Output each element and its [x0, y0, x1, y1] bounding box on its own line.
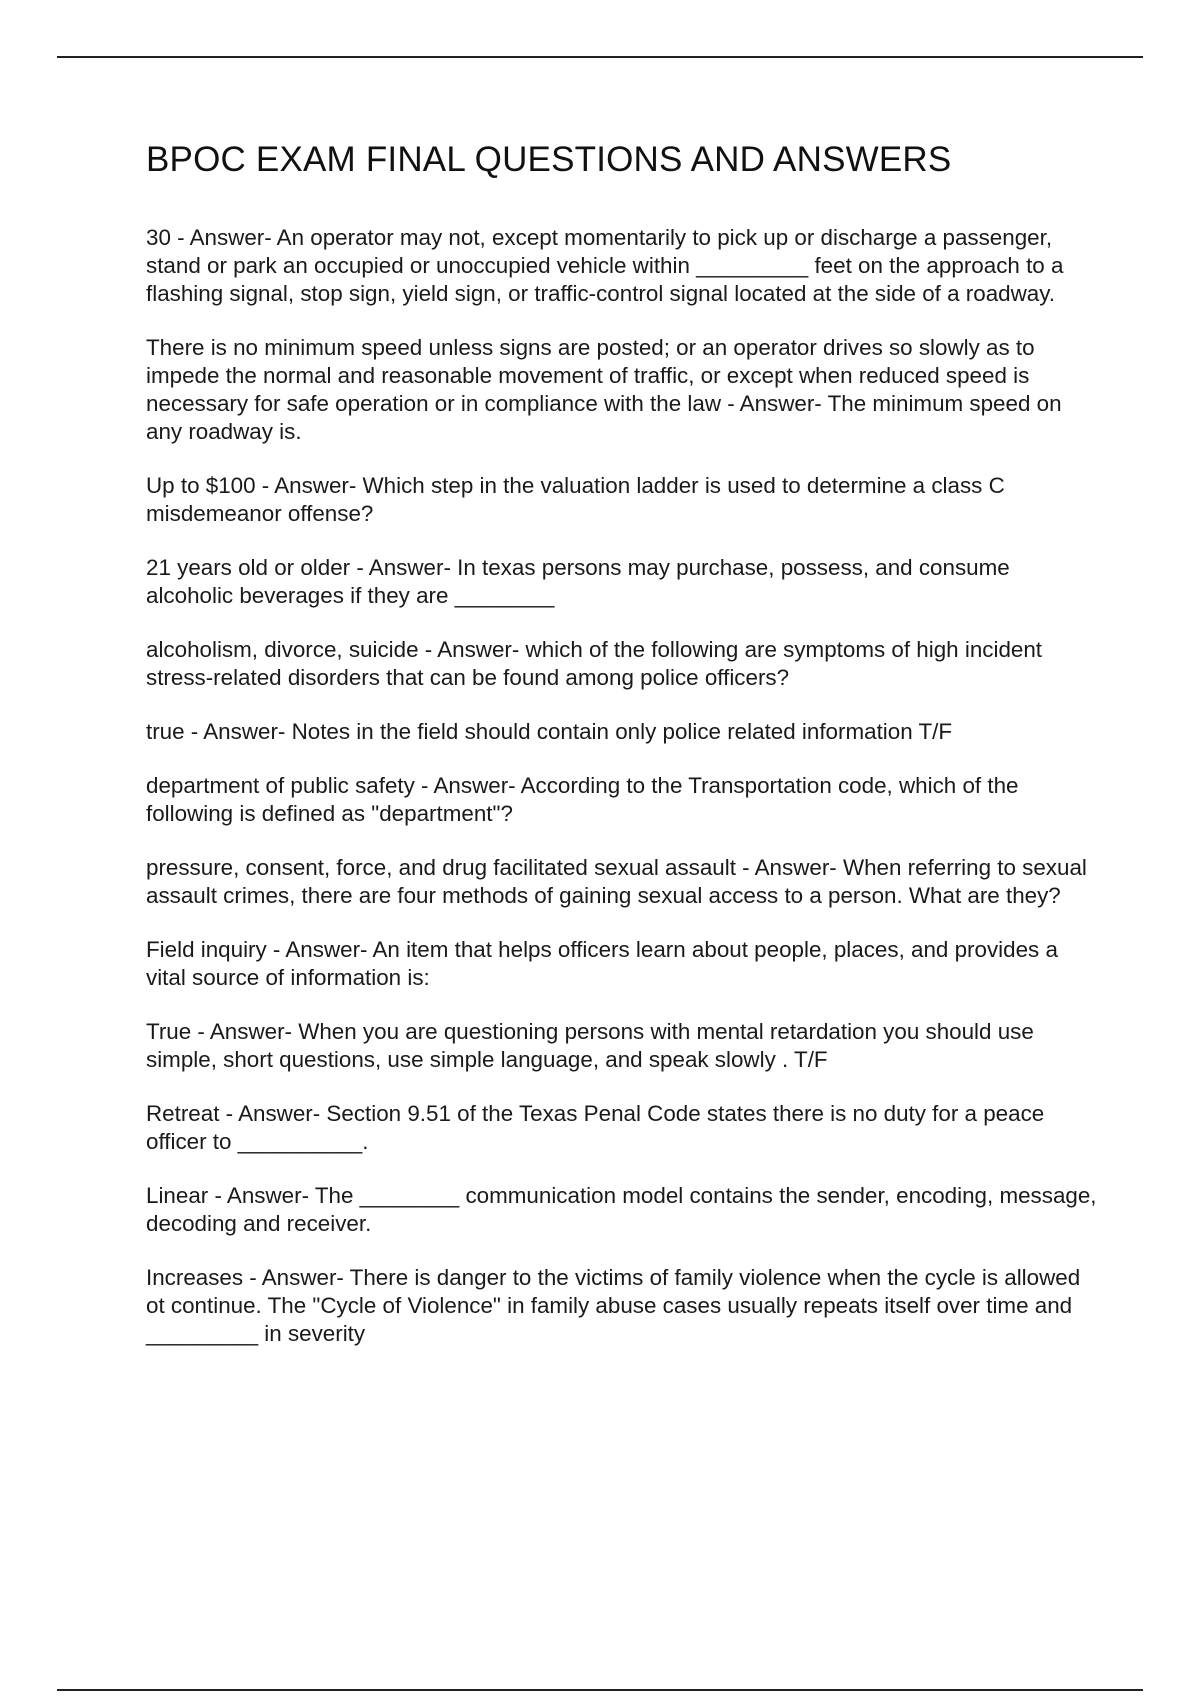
- document-title: BPOC EXAM FINAL QUESTIONS AND ANSWERS: [146, 140, 952, 179]
- qa-entry: Retreat - Answer- Section 9.51 of the Texas Penal Code states there is no duty for a peace officer to __________.: [146, 1101, 1045, 1154]
- qa-entry: true - Answer- Notes in the field should contain only police related information T/F: [146, 719, 953, 744]
- qa-entry: 30 - Answer- An operator may not, except momentarily to pick up or discharge a passenger, stand or park an occupied or unoccupied vehicle within _________ feet on the approach to a flashing signal, stop sign, yield sign, or traffic-control signal located at the side of a roadway.: [146, 225, 1064, 306]
- bottom-rule: [57, 1689, 1143, 1691]
- qa-entry: Linear - Answer- The ________ communication model contains the sender, encoding, message, decoding and receiver.: [146, 1183, 1097, 1236]
- qa-entry: Up to $100 - Answer- Which step in the valuation ladder is used to determine a class C misdemeanor offense?: [146, 473, 1005, 526]
- qa-entry: There is no minimum speed unless signs are posted; or an operator drives so slowly as to impede the normal and reasonable movement of traffic, or except when reduced speed is necessary for safe operation or in compliance with the law - Answer- The minimum speed on any roadway is.: [146, 335, 1062, 444]
- qa-entry: Increases - Answer- There is danger to the victims of family violence when the cycle is allowed ot continue. The "Cycle of Violence" in family abuse cases usually repeats itself over time and _________ in severity: [146, 1265, 1081, 1346]
- qa-entry: department of public safety - Answer- According to the Transportation code, which of the following is defined as "department"?: [146, 773, 1019, 826]
- qa-entry: pressure, consent, force, and drug facilitated sexual assault - Answer- When referring to sexual assault crimes, there are four methods of gaining sexual access to a person. What are they?: [146, 855, 1087, 908]
- qa-entry: Field inquiry - Answer- An item that helps officers learn about people, places, and provides a vital source of information is:: [146, 937, 1058, 990]
- document-body: [146, 140, 1101, 1374]
- qa-entry: alcoholism, divorce, suicide - Answer- which of the following are symptoms of high incident stress-related disorders that can be found among police officers?: [146, 637, 1043, 690]
- qa-entry: True - Answer- When you are questioning persons with mental retardation you should use simple, short questions, use simple language, and speak slowly . T/F: [146, 1019, 1034, 1072]
- top-rule: [57, 56, 1143, 58]
- qa-entry: 21 years old or older - Answer- In texas persons may purchase, possess, and consume alcoholic beverages if they are ________: [146, 555, 1010, 608]
